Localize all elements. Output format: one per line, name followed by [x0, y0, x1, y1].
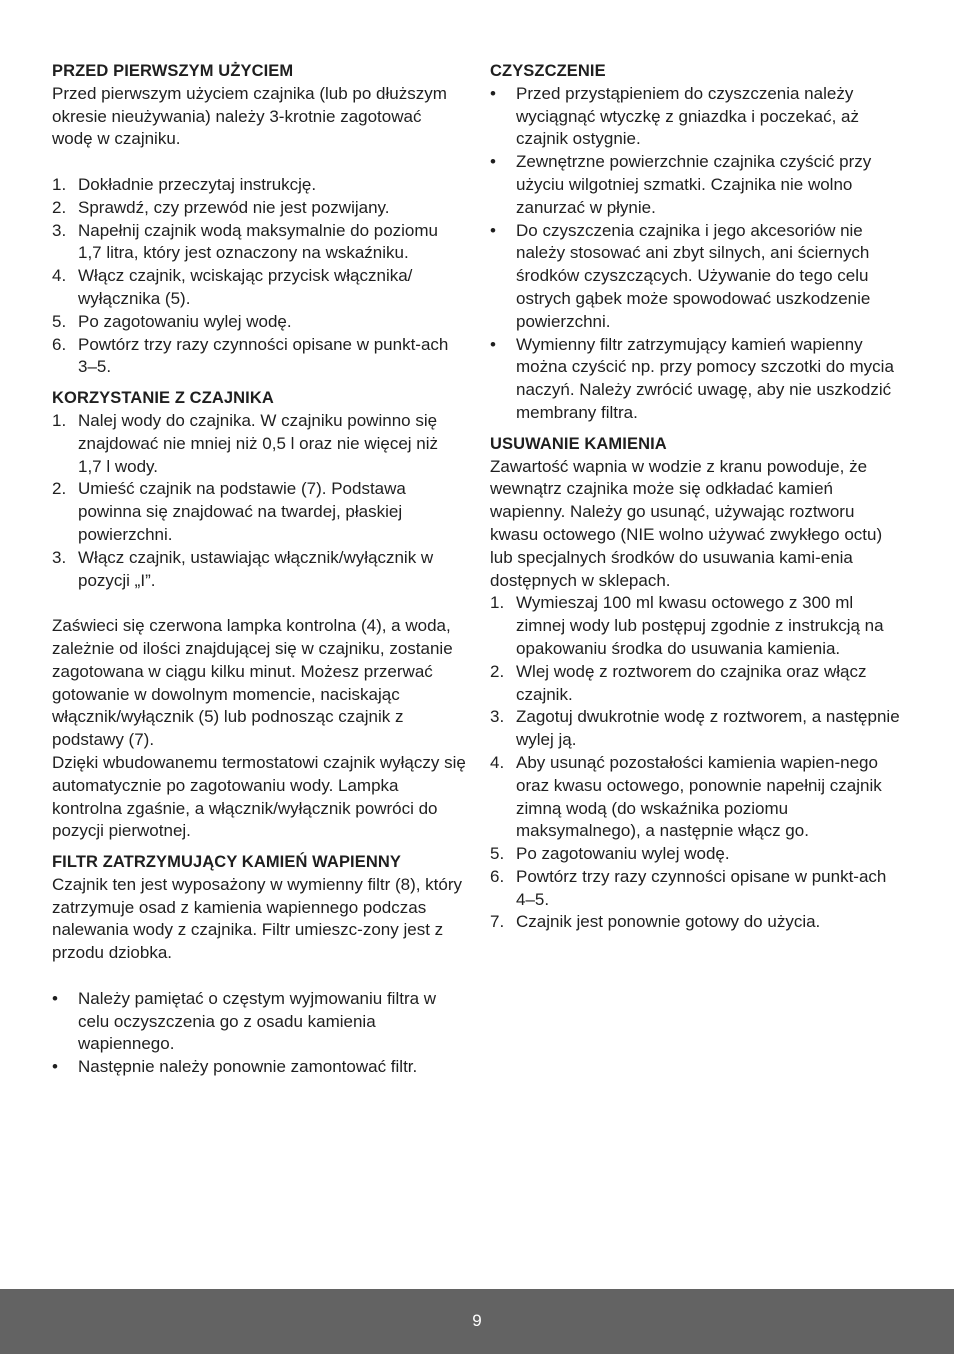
usage-paragraph: Zaświeci się czerwona lampka kontrolna (4), a woda, zależnie od ilości znajdującej się w czajniku, zostanie zagotowana w ciągu kilku minut. Możesz przerwać gotowanie w dowolnym momencie, naciskając włącznik/wyłącznik (5) lub podnosząc czajnik z podstawy (7). — [52, 616, 453, 750]
cleaning-bullets — [490, 83, 902, 425]
list-item: 3. Włącz czajnik, ustawiając włącznik/wyłącznik w pozycji „I”. — [52, 547, 434, 590]
right-column — [490, 58, 902, 934]
list-item: 1. Nalej wody do czajnika. W czajniku powinno się znajdować nie mniej niż 0,5 l oraz nie więcej niż 1,7 l wody. — [52, 410, 439, 476]
first-use-steps — [52, 174, 466, 379]
list-item: • Do czyszczenia czajnika i jego akcesoriów nie należy stosować ani zbyt silnych, ani ściernych środków czyszczących. Używanie do tego celu ostrych gąbek może spowodować uszkodzenie powierzchni. — [490, 220, 871, 331]
list-item: 7. Czajnik jest ponownie gotowy do użycia. — [490, 912, 821, 932]
section-title-cleaning: CZYSZCZENIE — [490, 62, 606, 80]
list-item: 4. Aby usunąć pozostałości kamienia wapien-nego oraz kwasu octowego, ponownie napełnij czajnik zimną wodą (do wskaźnika poziomu maksymalnego), a następnie włącz go. — [490, 752, 882, 841]
list-item: 3. Zagotuj dwukrotnie wodę z roztworem, a następnie wylej ją. — [490, 707, 900, 750]
list-item: 4. Włącz czajnik, wciskając przycisk włącznika/ wyłącznika (5). — [52, 266, 413, 308]
list-item: 2. Wlej wodę z roztworem do czajnika oraz włącz czajnik. — [490, 661, 867, 704]
list-item: 3. Napełnij czajnik wodą maksymalnie do poziomu 1,7 litra, który jest oznaczony na wskaźniku. — [52, 220, 439, 263]
page-footer — [0, 1289, 954, 1354]
list-item: • Należy pamiętać o częstym wyjmowaniu filtra w celu oczyszczenia go z osadu kamienia wapiennego. — [52, 988, 437, 1054]
list-item: 5. Po zagotowaniu wylej wodę. — [490, 844, 730, 864]
list-item: 6. Powtórz trzy razy czynności opisane w punkt-ach 4–5. — [490, 866, 887, 909]
list-item: • Następnie należy ponownie zamontować filtr. — [52, 1057, 418, 1077]
list-item: 2. Umieść czajnik na podstawie (7). Podstawa powinna się znajdować na twardej, płaskiej powierzchni. — [52, 479, 406, 544]
section-title-first-use: PRZED PIERWSZYM UŻYCIEM — [52, 62, 294, 80]
list-item: • Wymienny filtr zatrzymujący kamień wapienny można czyścić np. przy pomocy szczotki do mycia naczyń. Należy zwrócić uwagę, aby nie uszkodzić membrany filtra. — [490, 334, 894, 422]
list-item: 5. Po zagotowaniu wylej wodę. — [52, 311, 292, 331]
usage-steps — [52, 410, 466, 592]
descaling-intro: Zawartość wapnia w wodzie z kranu powoduje, że wewnątrz czajnika może się odkładać kamień wapienny. Należy go usunąć, używając roztworu kwasu octowego (NIE wolno używać zwykłego octu) lub specjalnych środków do usuwania kami-enia dostępnych w sklepach. — [490, 456, 883, 590]
filter-intro: Czajnik ten jest wyposażony w wymienny filtr (8), który zatrzymuje osad z kamienia wapiennego podczas nalewania wody z czajnika. Filtr umieszc-zony jest z przodu dziobka. — [52, 874, 463, 963]
list-item: 1. Wymieszaj 100 ml kwasu octowego z 300 ml zimnej wody lub postępuj zgodnie z instrukcją na opakowaniu środka do usuwania kamienia. — [490, 593, 884, 658]
filter-bullets — [52, 988, 466, 1079]
section-title-filter: FILTR ZATRZYMUJĄCY KAMIEŃ WAPIENNY — [52, 853, 401, 872]
descaling-steps — [490, 592, 902, 934]
page-number: 9 — [472, 1311, 482, 1331]
usage-paragraph: Dzięki wbudowanemu termostatowi czajnik wyłączy się automatycznie po zagotowaniu wody. Lampka kontrolna zgaśnie, a włącznik/wyłącznik powróci do pozycji pierwotnej. — [52, 752, 466, 841]
left-column — [52, 58, 466, 1079]
section-title-descaling: USUWANIE KAMIENIA — [490, 434, 667, 453]
first-use-intro: Przed pierwszym użyciem czajnika (lub po dłuższym okresie nieużywania) należy 3-krotnie zagotować wodę w czajniku. — [52, 83, 447, 149]
list-item: 1. Dokładnie przeczytaj instrukcję. — [52, 174, 317, 194]
list-item: • Przed przystąpieniem do czyszczenia należy wyciągnąć wtyczkę z gniazdka i poczekać, aż czajnik ostygnie. — [490, 83, 859, 149]
list-item: • Zewnętrzne powierzchnie czajnika czyścić przy użyciu wilgotniej szmatki. Czajnika nie wolno zanurzać w płynie. — [490, 152, 872, 217]
list-item: 2. Sprawdź, czy przewód nie jest pozwijany. — [52, 197, 390, 217]
list-item: 6. Powtórz trzy razy czynności opisane w punkt-ach 3–5. — [52, 334, 449, 377]
section-title-usage: KORZYSTANIE Z CZAJNIKA — [52, 389, 274, 408]
